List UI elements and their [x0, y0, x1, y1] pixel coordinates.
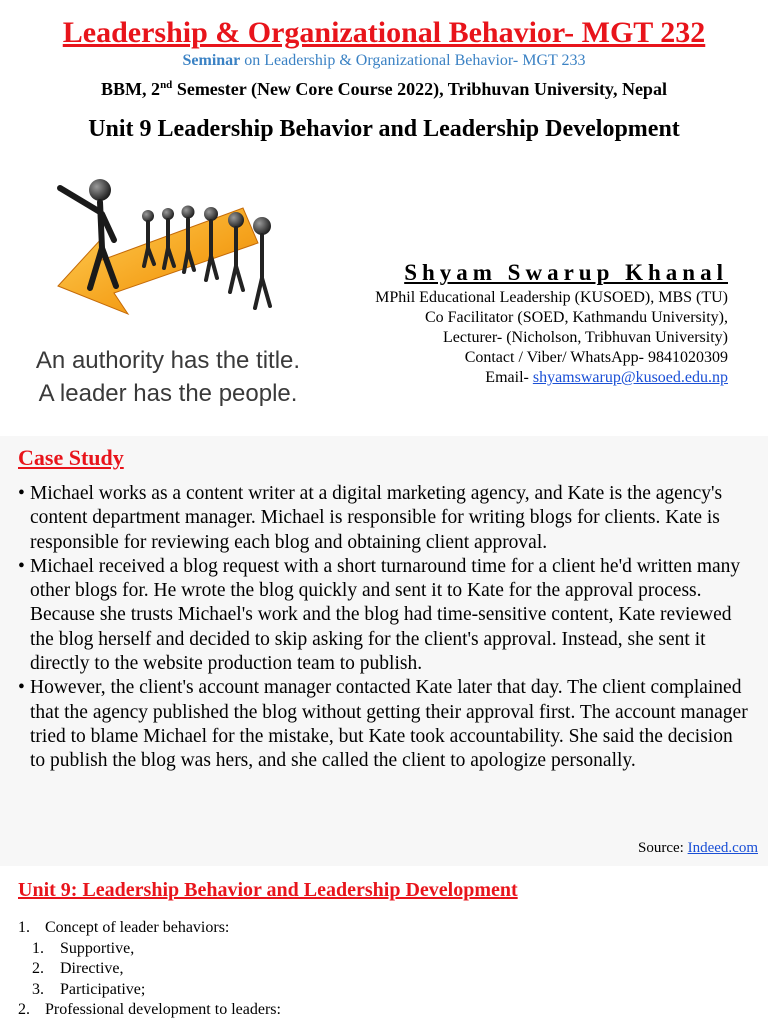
list-item	[18, 959, 281, 980]
quote-line-1: An authority has the title.	[35, 347, 301, 374]
list-item: • Michael works as a content writer at a digital marketing agency, and Kate is the agency's content department manager. Michael is responsible for writing blogs for clients. Kate is responsible for reviewing each blog and obtaining client approval.	[18, 482, 748, 555]
item-text: Participative;	[60, 980, 146, 998]
list-item	[18, 1000, 281, 1021]
item-number: 2.	[18, 1001, 30, 1018]
source-citation	[638, 838, 758, 858]
seminar-subtitle	[0, 51, 768, 71]
seminar-rest: on Leadership & Organizational Behavior- MGT 233	[240, 52, 586, 69]
list-item	[18, 939, 281, 960]
program-sup: nd	[160, 79, 173, 91]
list-item	[18, 980, 281, 1001]
program-post: Semester (New Core Course 2022), Tribhuvan University, Nepal	[172, 79, 667, 99]
list-item: • Michael received a blog request with a short turnaround time for a client he'd written many other blogs for. He wrote the blog quickly and sent it to Kate for the approval process. Because she trusts Michael's work and the blog had time-sensitive content, Kate reviewed the blog herself and decided to skip asking for the client's approval. Instead, she sent it directly to the website production team to publish.	[18, 555, 748, 676]
leadership-quote	[18, 344, 318, 410]
author-contact: Contact / Viber/ WhatsApp- 9841020309	[464, 349, 728, 366]
email-link[interactable]: shyamswarup@kusoed.edu.np	[532, 369, 728, 386]
unit9-title: Unit 9: Leadership Behavior and Leadership Development	[18, 879, 518, 901]
author-credential: MPhil Educational Leadership (KUSOED), MBS (TU)	[375, 289, 728, 306]
item-number: 1.	[32, 939, 44, 957]
author-role: Co Facilitator (SOED, Kathmandu University),	[424, 309, 728, 326]
source-link[interactable]: Indeed.com	[687, 840, 758, 856]
item-number: 1.	[18, 919, 30, 936]
author-block	[375, 258, 728, 388]
email-label: Email-	[485, 369, 533, 386]
document-title: Leadership & Organizational Behavior- MGT 232	[62, 16, 706, 49]
author-name: Shyam Swarup Khanal	[404, 260, 728, 285]
unit9-outline	[18, 918, 281, 1021]
seminar-bold: Seminar	[182, 52, 241, 69]
list-item	[18, 918, 281, 939]
item-number: 2.	[32, 960, 44, 977]
arrow-shape	[58, 208, 258, 314]
source-label: Source:	[638, 840, 688, 856]
quote-line-2: A leader has the people.	[38, 380, 298, 407]
author-email-line	[375, 368, 728, 388]
item-text: Supportive,	[60, 939, 135, 957]
item-text: Concept of leader behaviors:	[45, 919, 230, 936]
program-pre: BBM, 2	[101, 79, 161, 99]
item-number: 3.	[32, 980, 44, 998]
item-text: Professional development to leaders:	[45, 1001, 281, 1018]
case-study-title: Case Study	[18, 445, 124, 470]
list-item: • However, the client's account manager contacted Kate later that day. The client complained that the agency published the blog without getting their approval first. The account manager tried to blame Michael for the mistake, but Kate took accountability. She said the decision to publish the blog was hers, and she called the client to apologize personally.	[18, 676, 748, 773]
unit-title: Unit 9 Leadership Behavior and Leadership Development	[88, 116, 680, 142]
author-position: Lecturer- (Nicholson, Tribhuvan University)	[443, 329, 728, 346]
item-text: Directive,	[60, 960, 124, 977]
program-line	[0, 73, 768, 101]
case-study-list	[18, 482, 748, 774]
